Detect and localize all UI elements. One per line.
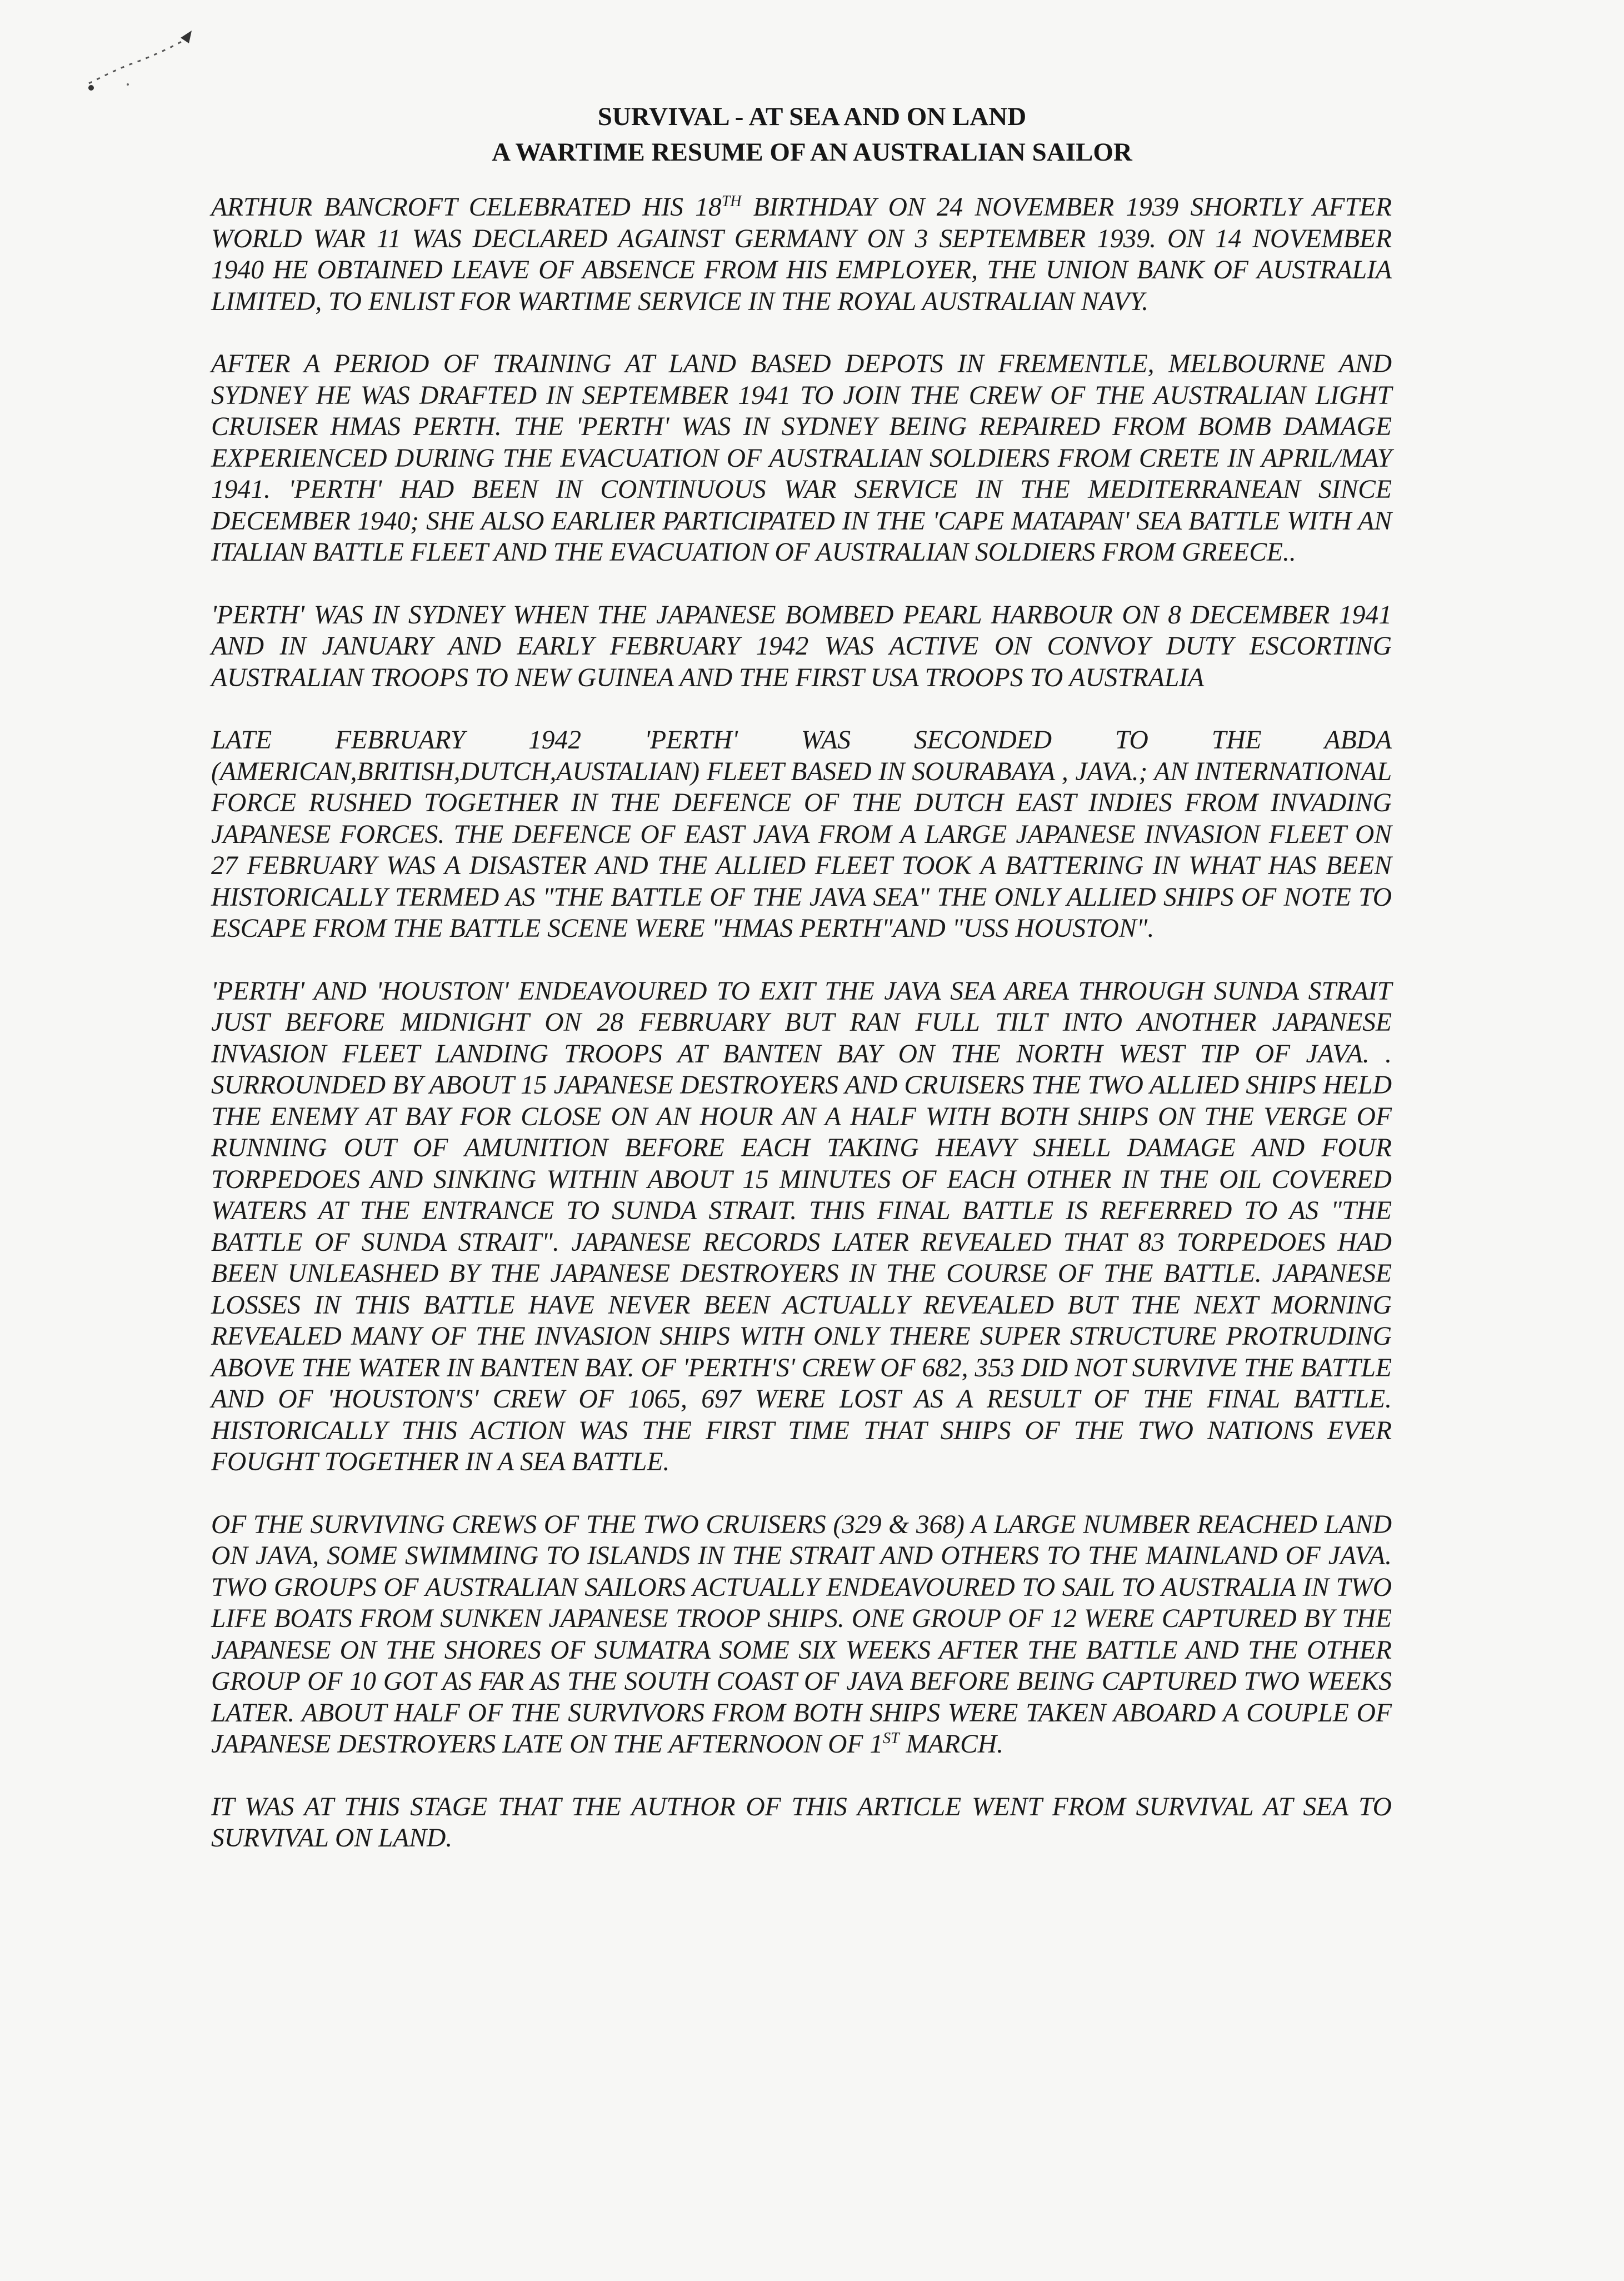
paragraph-1: [211, 192, 1392, 317]
paragraph-3: 'PERTH' WAS IN SYDNEY WHEN THE JAPANESE BOMBED PEARL HARBOUR ON 8 DECEMBER 1941 AND IN JANUARY AND EARLY FEBRUARY 1942 WAS ACTIVE ON CONVOY DUTY ESCORTING AUSTRALIAN TROOPS TO NEW GUINEA AND THE FIRST USA TROOPS TO AUSTRALIA: [211, 600, 1392, 692]
title-line-1: SURVIVAL - AT SEA AND ON LAND: [597, 102, 1027, 131]
paragraph-6-superscript: ST: [883, 1730, 900, 1748]
paragraph-6-part-1: OF THE SURVIVING CREWS OF THE TWO CRUISERS (329 & 368) A LARGE NUMBER REACHED LAND ON JAVA, SOME SWIMMING TO ISLANDS IN THE STRAIT AND OTHERS TO THE MAINLAND OF JAVA. TWO GROUPS OF AUSTRALIAN SAILORS ACTUALLY ENDEAVOURED TO SAIL TO AUSTRALIA IN TWO LIFE BOATS FROM SUNKEN JAPANESE TROOP SHIPS. ONE GROUP OF 12 WERE CAPTURED BY THE JAPANESE ON THE SHORES OF SUMATRA SOME SIX WEEKS AFTER THE BATTLE AND THE OTHER GROUP OF 10 GOT AS FAR AS THE SOUTH COAST OF JAVA BEFORE BEING CAPTURED TWO WEEKS LATER. ABOUT HALF OF THE SURVIVORS FROM BOTH SHIPS WERE TAKEN ABOARD A COUPLE OF JAPANESE DESTROYERS LATE ON THE AFTERNOON OF 1: [211, 1510, 1392, 1759]
paragraph-5: 'PERTH' AND 'HOUSTON' ENDEAVOURED TO EXIT THE JAVA SEA AREA THROUGH SUNDA STRAIT JUST BEFORE MIDNIGHT ON 28 FEBRUARY BUT RAN FULL TILT INTO ANOTHER JAPANESE INVASION FLEET LANDING TROOPS AT BANTEN BAY ON THE NORTH WEST TIP OF JAVA. . SURROUNDED BY ABOUT 15 JAPANESE DESTROYERS AND CRUISERS THE TWO ALLIED SHIPS HELD THE ENEMY AT BAY FOR CLOSE ON AN HOUR AN A HALF WITH BOTH SHIPS ON THE VERGE OF RUNNING OUT OF AMUNITION BEFORE EACH TAKING HEAVY SHELL DAMAGE AND FOUR TORPEDOES AND SINKING WITHIN ABOUT 15 MINUTES OF EACH OTHER IN THE OIL COVERED WATERS AT THE ENTRANCE TO SUNDA STRAIT. THIS FINAL BATTLE IS REFERRED TO AS "THE BATTLE OF SUNDA STRAIT". JAPANESE RECORDS LATER REVEALED THAT 83 TORPEDOES HAD BEEN UNLEASHED BY THE JAPANESE DESTROYERS IN THE COURSE OF THE BATTLE. JAPANESE LOSSES IN THIS BATTLE HAVE NEVER BEEN ACTUALLY REVEALED BUT THE NEXT MORNING REVEALED MANY OF THE INVASION SHIPS WITH ONLY THERE SUPER STRUCTURE PROTRUDING ABOVE THE WATER IN BANTEN BAY. OF 'PERTH'S' CREW OF 682, 353 DID NOT SURVIVE THE BATTLE AND OF 'HOUSTON'S' CREW OF 1065, 697 WERE LOST AS A RESULT OF THE FINAL BATTLE. HISTORICALLY THIS ACTION WAS THE FIRST TIME THAT SHIPS OF THE TWO NATIONS EVER FOUGHT TOGETHER IN A SEA BATTLE.: [211, 976, 1392, 1476]
paragraph-1-superscript: TH: [721, 193, 742, 211]
document-title: [0, 99, 1624, 170]
paragraph-2: AFTER A PERIOD OF TRAINING AT LAND BASED DEPOTS IN FREMENTLE, MELBOURNE AND SYDNEY HE WAS DRAFTED IN SEPTEMBER 1941 TO JOIN THE CREW OF THE AUSTRALIAN LIGHT CRUISER HMAS PERTH. THE 'PERTH' WAS IN SYDNEY BEING REPAIRED FROM BOMB DAMAGE EXPERIENCED DURING THE EVACUATION OF AUSTRALIAN SOLDIERS FROM CRETE IN APRIL/MAY 1941. 'PERTH' HAD BEEN IN CONTINUOUS WAR SERVICE IN THE MEDITERRANEAN SINCE DECEMBER 1940; SHE ALSO EARLIER PARTICIPATED IN THE 'CAPE MATAPAN' SEA BATTLE WITH AN ITALIAN BATTLE FLEET AND THE EVACUATION OF AUSTRALIAN SOLDIERS FROM GREECE..: [211, 350, 1392, 567]
paragraph-1-part-2: BIRTHDAY ON 24 NOVEMBER 1939 SHORTLY AFTER WORLD WAR 11 WAS DECLARED AGAINST GERMANY ON 3 SEPTEMBER 1939. ON 14 NOVEMBER 1940 HE OBTAINED LEAVE OF ABSENCE FROM HIS EMPLOYER, THE UNION BANK OF AUSTRALIA LIMITED, TO ENLIST FOR WARTIME SERVICE IN THE ROYAL AUSTRALIAN NAVY.: [211, 193, 1392, 316]
paragraph-6-part-2: MARCH.: [899, 1730, 1003, 1759]
title-line-2: A WARTIME RESUME OF AN AUSTRALIAN SAILOR: [492, 138, 1132, 167]
paragraph-4: LATE FEBRUARY 1942 'PERTH' WAS SECONDED TO THE ABDA (AMERICAN,BRITISH,DUTCH,AUSTALIAN) FLEET BASED IN SOURABAYA , JAVA.; AN INTERNATIONAL FORCE RUSHED TOGETHER IN THE DEFENCE OF THE DUTCH EAST INDIES FROM INVADING JAPANESE FORCES. THE DEFENCE OF EAST JAVA FROM A LARGE JAPANESE INVASION FLEET ON 27 FEBRUARY WAS A DISASTER AND THE ALLIED FLEET TOOK A BATTERING IN WHAT HAS BEEN HISTORICALLY TERMED AS "THE BATTLE OF THE JAVA SEA" THE ONLY ALLIED SHIPS OF NOTE TO ESCAPE FROM THE BATTLE SCENE WERE "HMAS PERTH"AND "USS HOUSTON".: [211, 726, 1392, 943]
paragraph-6: [211, 1509, 1392, 1760]
document-body: [211, 192, 1392, 1854]
paragraph-7: IT WAS AT THIS STAGE THAT THE AUTHOR OF THIS ARTICLE WENT FROM SURVIVAL AT SEA TO SURVIVAL ON LAND.: [211, 1792, 1392, 1853]
paragraph-1-part-1: ARTHUR BANCROFT CELEBRATED HIS 18: [211, 193, 722, 222]
scan-mark-icon: [83, 22, 206, 100]
